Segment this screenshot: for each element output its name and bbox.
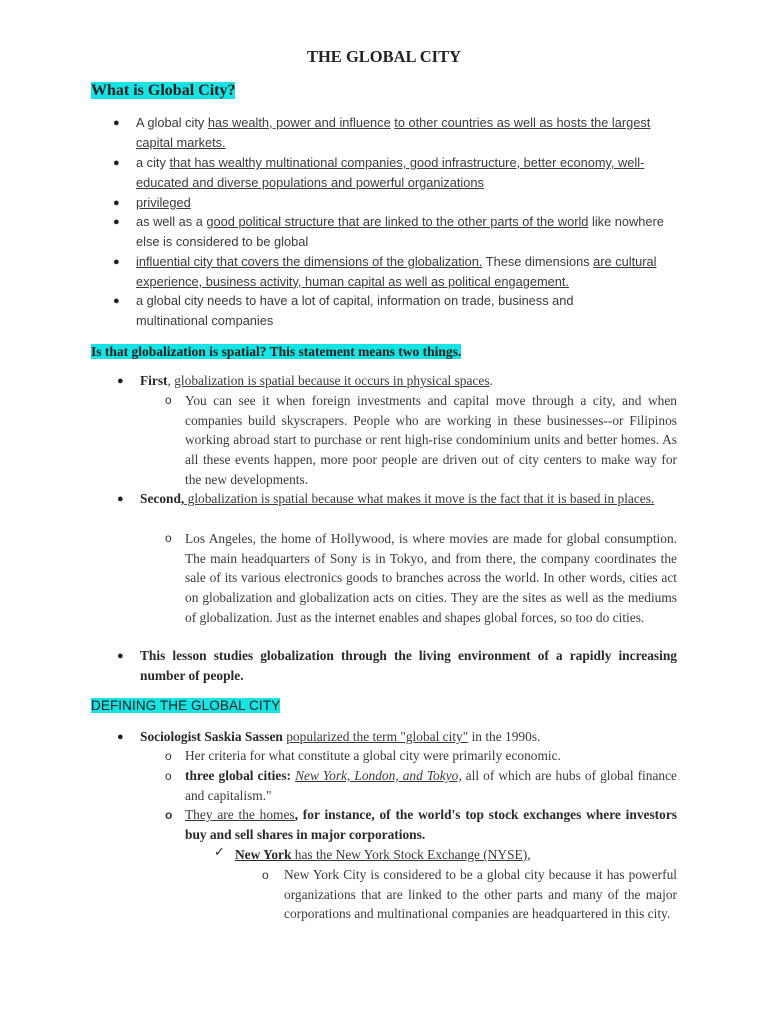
list-item-first: First, globalization is spatial because it occurs in physical spaces. — [140, 373, 493, 388]
heading-highlight: What is Global City? — [91, 82, 236, 99]
heading-highlight: Is that globalization is spatial? This statement means two things. — [91, 344, 462, 359]
sub-list-item: New York City is considered to be a global city because it has powerful organizations that are linked to the other parts and many of the major corporations and multinational companies are headquartered in this city. — [284, 867, 677, 922]
bullet-icon: ● — [117, 731, 124, 743]
list-item: A global city has wealth, power and influence to other countries as well as hosts the largest capital markets. — [136, 115, 651, 150]
checkmark-icon: ✓ — [214, 845, 225, 860]
sub-list-item: Her criteria for what constitute a global city were primarily economic. — [185, 748, 561, 763]
sub-list-item: You can see it when foreign investments and capital move through a city, and when companies build skyscrapers. People who are working in these businesses--or Filipinos working abroad start to purchase or rent high-rise condominium units and better homes. As all these events happen, more poor people are driven out of city centers to make way for the new developments. — [185, 393, 677, 487]
heading-highlight: DEFINING THE GLOBAL CITY — [91, 698, 281, 713]
list-item: privileged — [136, 195, 191, 210]
sub-list-item: They are the homes, for instance, of the world's top stock exchanges where investors buy and sell shares in major corporations. — [185, 807, 677, 842]
list-item-lesson: This lesson studies globalization through the living environment of a rapidly increasing number of people. — [140, 648, 677, 683]
page-title: THE GLOBAL CITY — [306, 47, 462, 66]
circle-bullet-icon: o — [262, 868, 269, 882]
bullet-icon: ● — [113, 295, 120, 307]
bullet-icon: ● — [113, 216, 120, 228]
bullet-icon: ● — [113, 256, 120, 268]
sub-list-item: Los Angeles, the home of Hollywood, is where movies are made for global consumption. The main headquarters of Sony is in Tokyo, and from there, the company coordinates the sale of its various electronics goods to branches across the world. In other words, cities act on globalization and globalization acts on cities. They are the sites as well as the mediums of globalization. Just as the internet enables and shapes global forces, so too do cities. — [185, 531, 677, 625]
circle-bullet-icon: o — [165, 769, 172, 783]
list-item: influential city that covers the dimensions of the globalization. These dimensions are cultural experience, business activity, human capital as well as political engagement. — [136, 254, 657, 289]
bullet-icon: ● — [113, 157, 120, 169]
list-item: a global city needs to have a lot of capital, information on trade, business and multinational companies — [136, 293, 574, 328]
list-item: a city that has wealthy multinational companies, good infrastructure, better economy, well-educated and diverse populations and powerful organizations — [136, 155, 645, 190]
list-item-sassen: Sociologist Saskia Sassen popularized the term "global city" in the 1990s. — [140, 729, 541, 744]
section-heading-spatial — [91, 343, 461, 361]
section-heading-defining — [91, 697, 280, 715]
bullet-icon: ● — [113, 197, 120, 209]
circle-bullet-icon: o — [165, 531, 172, 545]
list-item-nyse: New York has the New York Stock Exchange (NYSE), — [235, 847, 531, 862]
bullet-icon: ● — [117, 493, 124, 505]
circle-bullet-icon: o — [165, 808, 173, 822]
list-item: as well as a good political structure that are linked to the other parts of the world like nowhere else is considered to be global — [136, 214, 664, 249]
circle-bullet-icon: o — [165, 393, 172, 407]
sub-list-item: three global cities: New York, London, and Tokyo, all of which are hubs of global finance and capitalism." — [185, 768, 677, 803]
section-heading-what-is-global-city — [91, 81, 235, 101]
circle-bullet-icon: o — [165, 749, 172, 763]
bullet-icon: ● — [117, 375, 124, 387]
bullet-icon: ● — [113, 117, 120, 129]
list-item-second: Second, globalization is spatial because what makes it move is the fact that it is based in places. — [140, 491, 655, 506]
bullet-icon: ● — [117, 650, 124, 662]
